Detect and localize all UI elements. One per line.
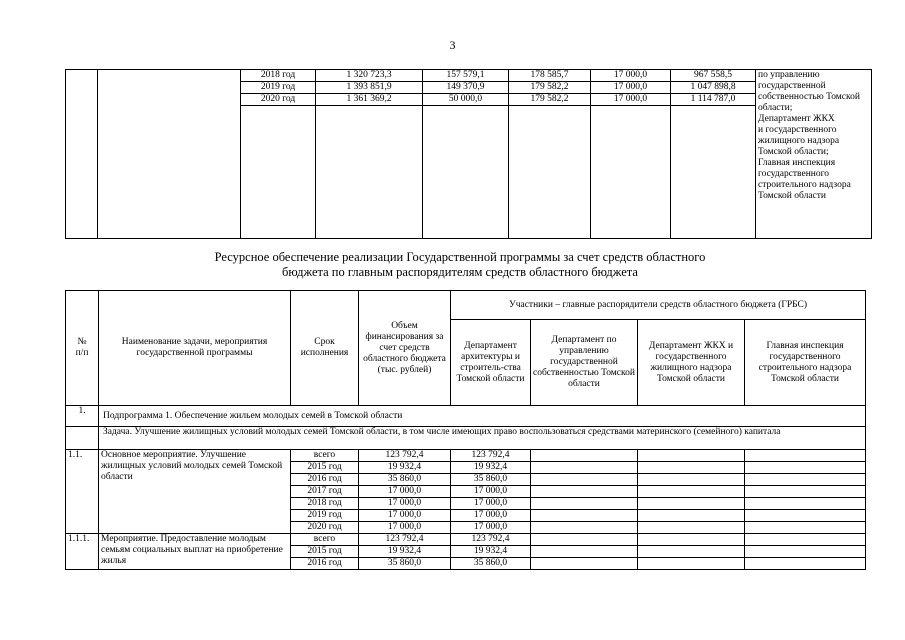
empty-cell (638, 510, 745, 522)
term-cell: 2016 год (291, 558, 359, 570)
responsible-line: области; (758, 103, 793, 113)
section-heading (160, 250, 760, 280)
empty-cell (638, 450, 745, 462)
top-value: 17 000,0 (591, 82, 671, 94)
empty-cell (745, 498, 866, 510)
table-row (66, 534, 866, 546)
empty-cell (745, 474, 866, 486)
empty-cell (531, 450, 638, 462)
top-empty-cell (671, 106, 756, 239)
responsible-line: по управлению (758, 70, 820, 80)
volume-cell: 17 000,0 (359, 510, 451, 522)
top-empty-cell (66, 70, 98, 239)
row-number: 1.1. (66, 450, 99, 534)
top-empty-cell (316, 106, 423, 239)
top-table-row (66, 70, 872, 82)
responsible-line: государственной (758, 81, 826, 91)
grbs-value-cell: 19 932,4 (451, 546, 531, 558)
grbs-header: Департамент ЖКХ и государственного жилищного надзора Томской области (638, 320, 745, 406)
task-row (66, 427, 866, 450)
empty-cell (745, 510, 866, 522)
term-cell: всего (291, 450, 359, 462)
grbs-value-cell: 35 860,0 (451, 558, 531, 570)
empty-cell (531, 558, 638, 570)
page-number: 3 (449, 38, 456, 52)
grbs-header: Департамент по управлению государственной собственностью Томской области (531, 320, 638, 406)
empty-cell (745, 534, 866, 546)
measure-name: Мероприятие. Предоставление молодым семьям социальных выплат на приобретение жилья (99, 534, 291, 570)
term-cell: 2018 год (291, 498, 359, 510)
volume-cell: 123 792,4 (359, 534, 451, 546)
responsible-line: и государственного (758, 125, 837, 135)
top-empty-cell (241, 106, 316, 239)
volume-cell: 35 860,0 (359, 474, 451, 486)
grbs-value-cell: 17 000,0 (451, 498, 531, 510)
row-number: 1.1.1. (66, 534, 99, 570)
top-value: 178 585,7 (509, 70, 591, 82)
subprogram-title: Подпрограмма 1. Обеспечение жильем молодых семей в Томской области (99, 406, 866, 427)
grbs-value-cell: 123 792,4 (451, 534, 531, 546)
volume-cell: 17 000,0 (359, 498, 451, 510)
empty-cell (638, 522, 745, 534)
empty-cell (531, 546, 638, 558)
term-cell: всего (291, 534, 359, 546)
grbs-value-cell: 19 932,4 (451, 462, 531, 474)
top-table (65, 69, 872, 239)
top-empty-cell (509, 106, 591, 239)
term-cell: 2015 год (291, 546, 359, 558)
volume-cell: 123 792,4 (359, 450, 451, 462)
heading-line: Ресурсное обеспечение реализации Государственной программы за счет средств областного (214, 250, 706, 264)
subprogram-row (66, 406, 866, 427)
top-total: 1 393 851,9 (316, 82, 423, 94)
row-number (66, 427, 99, 450)
table-row (66, 450, 866, 462)
empty-cell (745, 450, 866, 462)
top-value: 17 000,0 (591, 70, 671, 82)
col-participants-header: Участники – главные распорядители средств областного бюджета (ГРБС) (451, 291, 866, 320)
empty-cell (531, 462, 638, 474)
top-value: 179 582,2 (509, 94, 591, 106)
term-cell: 2015 год (291, 462, 359, 474)
top-value: 1 047 898,8 (671, 82, 756, 94)
top-year: 2020 год (241, 94, 316, 106)
volume-cell: 17 000,0 (359, 522, 451, 534)
top-value: 17 000,0 (591, 94, 671, 106)
grbs-value-cell: 17 000,0 (451, 486, 531, 498)
top-year: 2018 год (241, 70, 316, 82)
empty-cell (745, 558, 866, 570)
empty-cell (638, 486, 745, 498)
empty-cell (745, 486, 866, 498)
empty-cell (638, 534, 745, 546)
volume-cell: 17 000,0 (359, 486, 451, 498)
empty-cell (745, 546, 866, 558)
empty-cell (638, 462, 745, 474)
responsible-line: собственностью Томской (758, 92, 860, 102)
empty-cell (638, 474, 745, 486)
responsible-line: Томской области (758, 191, 826, 201)
heading-line: бюджета по главным распорядителям средств областного бюджета (282, 265, 638, 279)
empty-cell (531, 522, 638, 534)
top-value: 1 114 787,0 (671, 94, 756, 106)
top-value: 967 558,5 (671, 70, 756, 82)
volume-cell: 19 932,4 (359, 462, 451, 474)
top-total: 1 361 369,2 (316, 94, 423, 106)
grbs-value-cell: 123 792,4 (451, 450, 531, 462)
top-empty-cell (98, 70, 241, 239)
col-term-header: Срок исполнения (291, 291, 359, 406)
responsible-line: жилищного надзора (758, 136, 840, 146)
top-value: 157 579,1 (423, 70, 509, 82)
top-value: 179 582,2 (509, 82, 591, 94)
header-row (66, 291, 866, 320)
volume-cell: 19 932,4 (359, 546, 451, 558)
empty-cell (531, 486, 638, 498)
responsible-line: Департамент ЖКХ (758, 114, 835, 124)
measure-name: Основное мероприятие. Улучшение жилищных условий молодых семей Томской области (99, 450, 291, 534)
col-name-header: Наименование задачи, мероприятия государственной программы (99, 291, 291, 406)
grbs-value-cell: 17 000,0 (451, 522, 531, 534)
term-cell: 2020 год (291, 522, 359, 534)
main-table (65, 290, 866, 570)
empty-cell (531, 534, 638, 546)
top-year: 2019 год (241, 82, 316, 94)
empty-cell (638, 546, 745, 558)
grbs-value-cell: 17 000,0 (451, 510, 531, 522)
top-total: 1 320 723,3 (316, 70, 423, 82)
empty-cell (745, 522, 866, 534)
top-responsible-cell (756, 70, 872, 239)
empty-cell (638, 558, 745, 570)
responsible-line: Томской области; (758, 147, 829, 157)
grbs-header: Главная инспекция государственного строительного надзора Томской области (745, 320, 866, 406)
row-number: 1. (66, 406, 99, 427)
responsible-line: государственного (758, 169, 830, 179)
empty-cell (638, 498, 745, 510)
term-cell: 2019 год (291, 510, 359, 522)
top-value: 50 000,0 (423, 94, 509, 106)
volume-cell: 35 860,0 (359, 558, 451, 570)
top-empty-cell (591, 106, 671, 239)
col-volume-header: Объем финансирования за счет средств областного бюджета (тыс. рублей) (359, 291, 451, 406)
col-no-header: № п/п (66, 291, 99, 406)
top-value: 149 370,9 (423, 82, 509, 94)
term-cell: 2017 год (291, 486, 359, 498)
task-title: Задача. Улучшение жилищных условий молодых семей Томской области, в том числе имеющих право воспользоваться средствами материнского (семейного) капитала (99, 427, 866, 450)
empty-cell (531, 474, 638, 486)
top-empty-cell (423, 106, 509, 239)
term-cell: 2016 год (291, 474, 359, 486)
empty-cell (531, 498, 638, 510)
responsible-line: строительного надзора (758, 180, 851, 190)
responsible-line: Главная инспекция (758, 158, 836, 168)
empty-cell (745, 462, 866, 474)
grbs-header: Департамент архитектуры и строитель-ства Томской области (451, 320, 531, 406)
empty-cell (531, 510, 638, 522)
grbs-value-cell: 35 860,0 (451, 474, 531, 486)
